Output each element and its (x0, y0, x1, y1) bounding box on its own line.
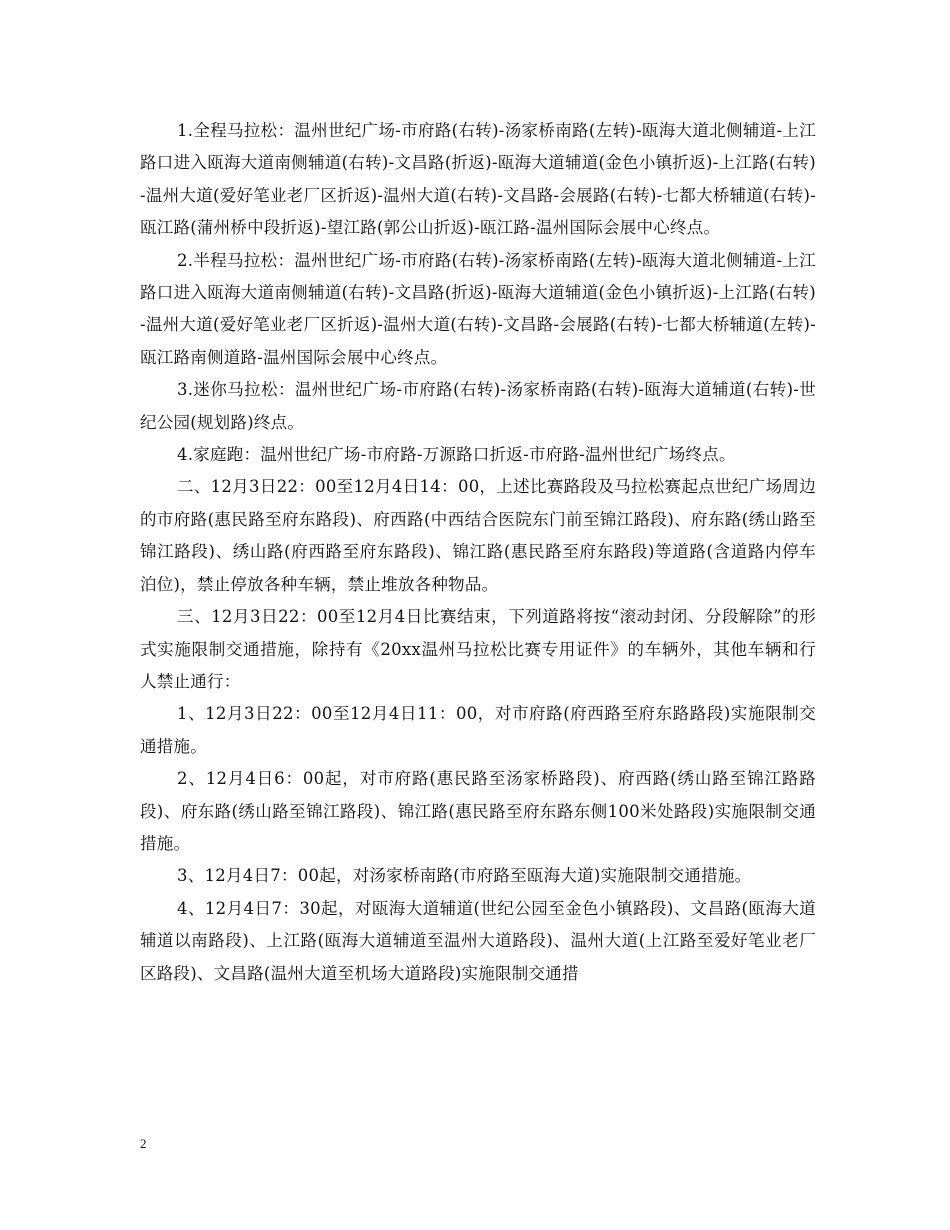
paragraph-mini-marathon-route: 3.迷你马拉松：温州世纪广场-市府路(右转)-汤家桥南路(右转)-瓯海大道辅道(右转)-世纪公园(规划路)终点。 (140, 380, 816, 432)
paragraph-traffic-control-item-3: 3、12月4日7：00起，对汤家桥南路(市府路至瓯海大道)实施限制交通措施。 (177, 866, 752, 886)
paragraph-full-marathon-route: 1.全程马拉松：温州世纪广场-市府路(右转)-汤家桥南路(左转)-瓯海大道北侧辅道-上江路口进入瓯海大道南侧辅道(右转)-文昌路(折返)-瓯海大道辅道(金色小镇折返)-上江路(右转)-温州大道(爱好笔业老厂区折返)-温州大道(右转)-文昌路-会展路(右转)-七都大桥辅道(右转)-瓯江路(蒲州桥中段折返)-望江路(郭公山折返)-瓯江路-温州国际会展中心终点。 (140, 121, 816, 238)
paragraph-parking-ban: 二、12月3日22：00至12月4日14：00，上述比赛路段及马拉松赛起点世纪广场周边的市府路(惠民路至府东路段)、府西路(中西结合医院东门前至锦江路段)、府东路(绣山路至锦江路段)、绣山路(府西路至府东路段)、锦江路(惠民路至府东路段)等道路(含道路内停车泊位)，禁止停放各种车辆，禁止堆放各种物品。 (140, 477, 816, 594)
paragraph-family-run-route: 4.家庭跑：温州世纪广场-市府路-万源路口折返-市府路-温州世纪广场终点。 (177, 445, 736, 465)
paragraph-half-marathon-route: 2.半程马拉松：温州世纪广场-市府路(右转)-汤家桥南路(左转)-瓯海大道北侧辅道-上江路口进入瓯海大道南侧辅道(右转)-文昌路(折返)-瓯海大道辅道(金色小镇折返)-上江路(右转)-温州大道(爱好笔业老厂区折返)-温州大道(右转)-文昌路-会展路(右转)-七都大桥辅道(左转)-瓯江路南侧道路-温州国际会展中心终点。 (140, 250, 816, 367)
paragraph-traffic-control-item-4: 4、12月4日7：30起，对瓯海大道辅道(世纪公园至金色小镇路段)、文昌路(瓯海大道辅道以南路段)、上江路(瓯海大道辅道至温州大道路段)、温州大道(上江路至爱好笔业老厂区路段)、文昌路(温州大道至机场大道路段)实施限制交通措 (140, 898, 816, 983)
page-number: 2 (140, 1136, 147, 1151)
document-body (140, 115, 816, 990)
paragraph-traffic-control-intro: 三、12月3日22：00至12月4日比赛结束，下列道路将按“滚动封闭、分段解除”的形式实施限制交通措施，除持有《20xx温州马拉松比赛专用证件》的车辆外，其他车辆和行人禁止通行： (140, 607, 816, 691)
paragraph-traffic-control-item-2: 2、12月4日6：00起，对市府路(惠民路至汤家桥路段)、府西路(绣山路至锦江路路段)、府东路(绣山路至锦江路段)、锦江路(惠民路至府东路东侧100米处路段)实施限制交通措施。 (140, 769, 816, 853)
paragraph-traffic-control-item-1: 1、12月3日22：00至12月4日11：00，对市府路(府西路至府东路路段)实施限制交通措施。 (140, 704, 816, 756)
